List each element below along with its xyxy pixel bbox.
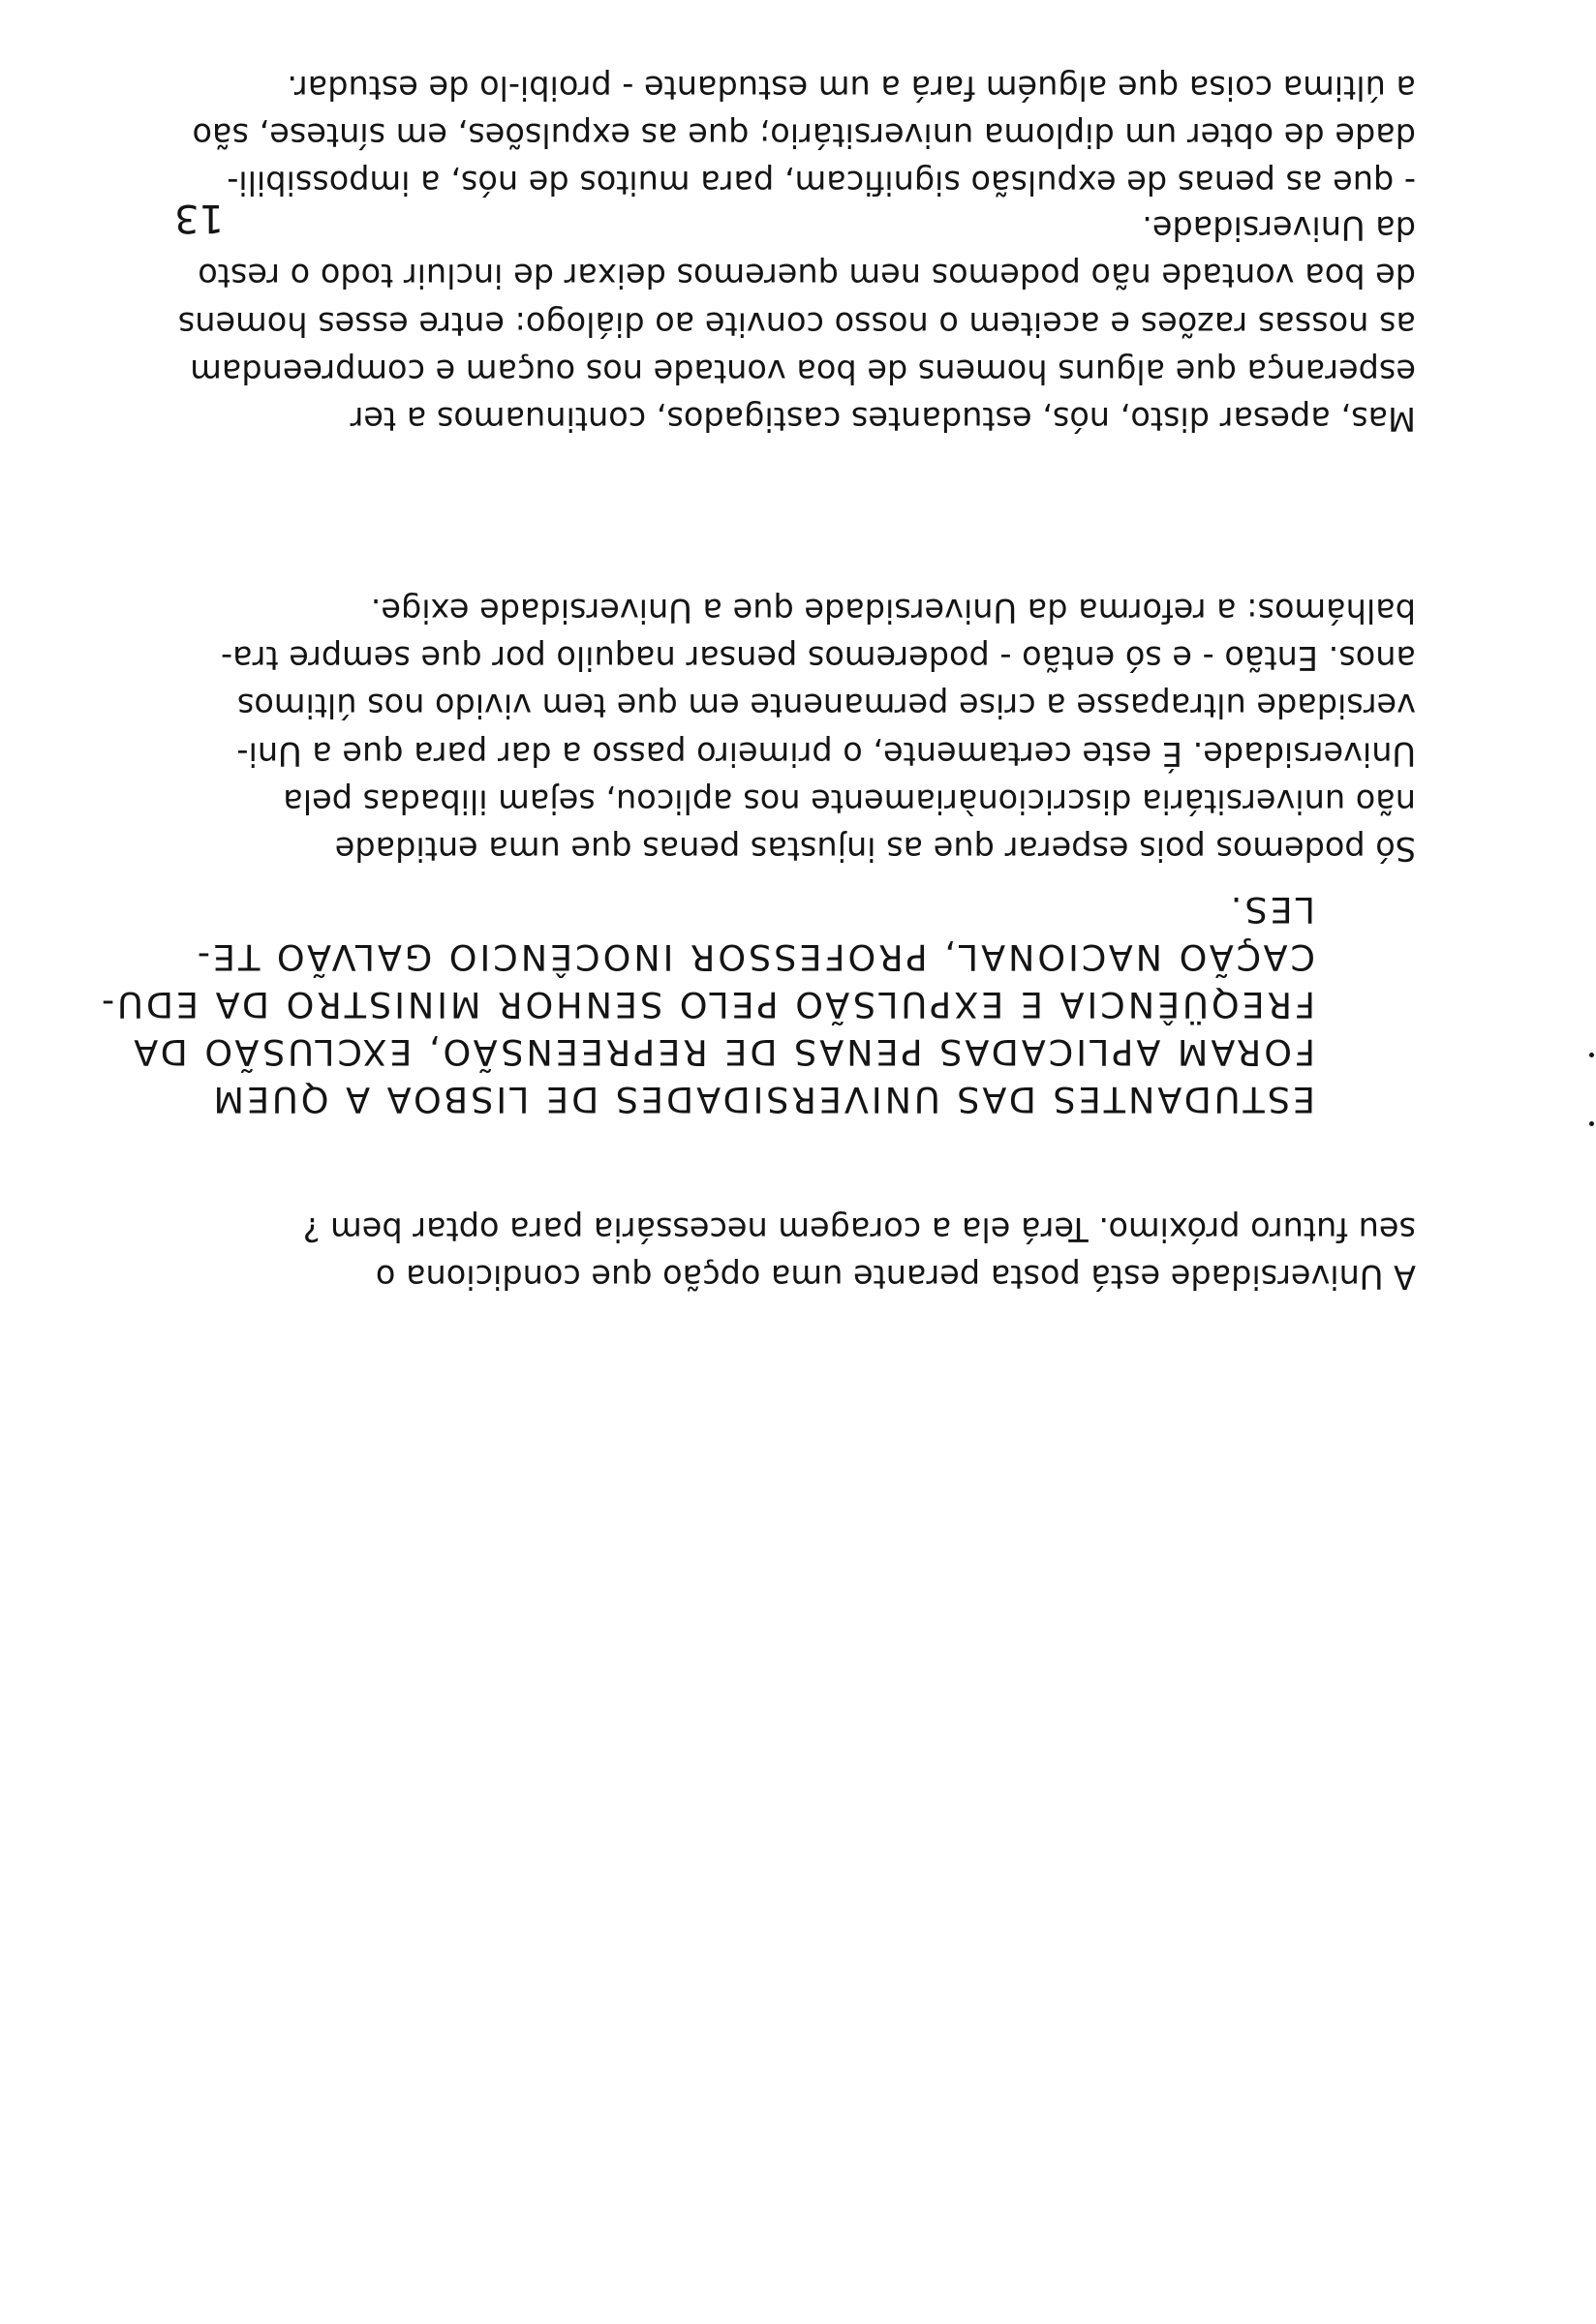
margin-dot-icon	[1589, 1121, 1594, 1126]
text-line: da Universidade.	[1142, 209, 1416, 248]
text-line: a última coisa que alguém fará a um estudante - proibi-lo de estudar.	[287, 68, 1416, 107]
heading-line: LES.	[1227, 889, 1315, 931]
text-line: anos. Então - e só então - poderemos pensar naquilo por que sempre tra-	[221, 639, 1416, 678]
text-line: seu futuro próximo. Terá ela a coragem necessária para optar bem ?	[302, 1209, 1416, 1248]
text-line: de boa vontade não podemos nem queremos deixar de incluir todo o resto	[198, 257, 1416, 295]
text-line: não universitária discricionàriamente nos aplicou, sejam ilibadas pela	[283, 781, 1416, 820]
text-line: balhámos: a reforma da Universidade que a Universidade exige.	[370, 591, 1416, 629]
text-line: Só podemos pois esperar que as injustas penas que uma entidade	[334, 830, 1416, 868]
text-line: - que as penas de expulsão significam, para muitos de nós, a impossibili-	[227, 164, 1416, 201]
margin-dot-icon	[1589, 1053, 1594, 1057]
page-number: 13	[174, 196, 224, 240]
text-line: A Universidade está posta perante uma opção que condiciona o	[375, 1258, 1416, 1296]
paragraph-hope	[133, 204, 1416, 443]
paragraph-reform	[133, 587, 1416, 872]
paragraph-option	[133, 1206, 1416, 1300]
text-line: as nossas razões e aceitem o nosso convite ao diálogo: entre esses homens	[177, 304, 1416, 343]
section-heading	[98, 886, 1315, 1123]
text-line: Mas, apesar disto, nós, estudantes castigados, continuamos a ter	[350, 400, 1416, 438]
text-line: dade de obter um diploma universitário; que as expulsões, em síntese, são	[192, 115, 1416, 154]
heading-line: CAÇÃO NACIONAL, PROFESSOR INOCÊNCIO GALVÃO TE-	[194, 936, 1315, 978]
heading-line: FREQÜÊNCIA E EXPULSÃO PELO SENHOR MINISTRO DA EDU-	[98, 984, 1315, 1025]
heading-line: FORAM APLICADAS PENAS DE REPREENSÃO, EXCLUSÃO DA	[131, 1031, 1315, 1073]
text-line: esperança que alguns homens de boa vontade nos ouçam e compreendam	[190, 352, 1416, 390]
text-line: versidade ultrapasse a crise permanente em que tem vivido nos últimos	[236, 687, 1416, 725]
paragraph-expulsion	[133, 63, 1416, 206]
text-line: Universidade. É este certamente, o primeiro passo a dar para que a Uni-	[236, 734, 1416, 773]
heading-line: ESTUDANTES DAS UNIVERSIDADES DE LISBOA A QUEM	[210, 1079, 1315, 1120]
